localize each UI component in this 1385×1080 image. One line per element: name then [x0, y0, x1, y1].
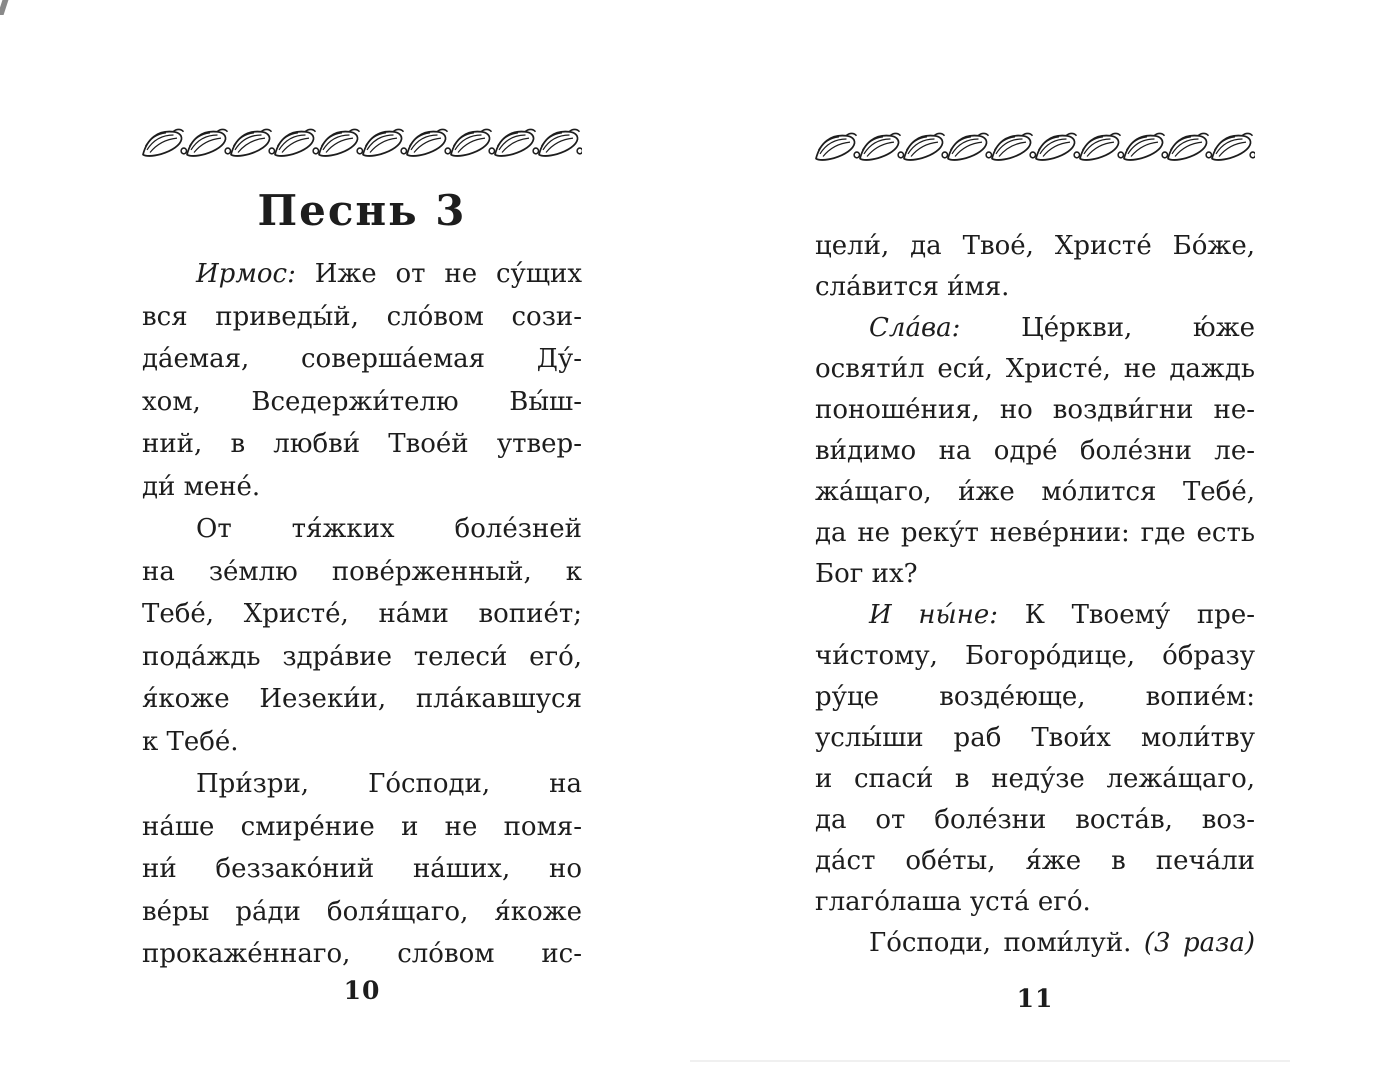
page-left	[142, 0, 582, 1080]
text-line	[815, 554, 1255, 595]
text-segment: вся приведы́й, сло́вом сози-	[142, 301, 582, 332]
text-segment: хом, Вседержи́телю Вы́ш-	[142, 386, 582, 417]
text-segment: на́ше смире́ние и не помя-	[142, 811, 582, 842]
text-line	[815, 882, 1255, 923]
text-line	[815, 431, 1255, 472]
text-segment: Це́ркви, ю́же	[960, 313, 1255, 343]
text-segment: К Твоему́ пре-	[997, 600, 1255, 630]
text-line	[142, 678, 582, 721]
text-line	[815, 759, 1255, 800]
text-line	[815, 841, 1255, 882]
text-line	[142, 423, 582, 466]
text-segment: на зе́млю пове́рженный, к	[142, 556, 582, 587]
text-line	[815, 677, 1255, 718]
text-line	[815, 472, 1255, 513]
text-segment: к Тебе́.	[142, 726, 239, 757]
text-line	[815, 800, 1255, 841]
text-segment: да не реку́т неве́рнии: где есть	[815, 518, 1255, 548]
text-segment: да от боле́зни воста́в, воз-	[815, 805, 1255, 835]
text-line	[142, 593, 582, 636]
text-line	[815, 513, 1255, 554]
leaf-vine-ornament-icon	[142, 127, 582, 161]
text-line	[142, 848, 582, 891]
ornament-border	[815, 131, 1255, 165]
text-line	[142, 891, 582, 934]
text-segment: ру́це возде́юще, вопие́м:	[815, 682, 1255, 712]
italic-text-segment: (3 раза)	[1143, 928, 1255, 958]
leaf-vine-ornament-icon	[815, 131, 1255, 165]
text-line	[815, 349, 1255, 390]
text-line	[142, 338, 582, 381]
text-segment: Тебе́, Христе́, на́ми вопие́т;	[142, 599, 582, 629]
text-line	[815, 390, 1255, 431]
text-line	[142, 763, 582, 806]
text-segment: Бог их?	[815, 559, 918, 589]
text-line	[142, 466, 582, 509]
text-segment: ви́димо на одре́ боле́зни ле-	[815, 436, 1255, 466]
text-segment: поноше́ния, но воздви́гни не-	[815, 395, 1255, 425]
text-segment: да́ст обе́ты, я́же в печа́ли	[815, 846, 1255, 876]
text-segment: и спаси́ в неду́зе лежа́щаго,	[815, 764, 1255, 794]
italic-text-segment: Ирмос:	[196, 259, 296, 289]
text-line	[142, 636, 582, 679]
text-line	[142, 551, 582, 594]
text-line	[142, 381, 582, 424]
scan-corner-artifact	[0, 0, 8, 15]
page-body	[815, 226, 1255, 964]
text-segment: сла́вится и́мя.	[815, 272, 1010, 302]
text-segment: да́емая, соверша́емая Ду́-	[142, 344, 582, 374]
text-segment: цели́, да Твое́, Христе́ Бо́же,	[815, 231, 1255, 261]
text-segment: При́зри, Го́споди, на	[196, 769, 582, 799]
text-line	[815, 308, 1255, 349]
ornament-border	[142, 127, 582, 161]
text-segment: ве́ры ра́ди боля́щаго, я́коже	[142, 896, 582, 927]
text-line	[142, 508, 582, 551]
text-line	[815, 595, 1255, 636]
text-line	[142, 296, 582, 339]
page-number: 10	[343, 976, 381, 1005]
scan-artifact-line	[690, 1060, 1290, 1062]
italic-text-segment: Сла́ва:	[869, 313, 961, 343]
text-line	[142, 721, 582, 764]
page-number: 11	[1016, 984, 1054, 1013]
text-segment: прокаже́ннаго, сло́вом ис-	[142, 939, 582, 969]
text-segment: Го́споди, поми́луй.	[869, 928, 1144, 958]
text-line	[815, 923, 1255, 964]
text-line	[815, 718, 1255, 759]
text-segment: я́коже Иезеки́и, пла́кавшуся	[142, 684, 582, 714]
text-segment: От тя́жких боле́зней	[196, 514, 582, 544]
text-segment: ни́ беззако́ний на́ших, но	[142, 854, 582, 884]
text-line	[815, 226, 1255, 267]
text-line	[815, 267, 1255, 308]
text-line	[142, 253, 582, 296]
text-segment: жа́щаго, и́же мо́лится Тебе́,	[815, 477, 1255, 507]
text-segment: пода́ждь здра́вие телеси́ его́,	[142, 641, 582, 672]
text-line	[142, 933, 582, 976]
text-segment: ний, в любви́ Твое́й утвер-	[142, 429, 582, 459]
italic-text-segment: И ны́не:	[869, 600, 998, 630]
text-segment: освяти́л еси́, Христе́, не даждь	[815, 354, 1255, 384]
text-line	[815, 636, 1255, 677]
page-body	[142, 253, 582, 976]
text-segment: ди́ мене́.	[142, 471, 261, 502]
chapter-heading: Песнь 3	[257, 186, 467, 235]
page-right	[815, 0, 1255, 1080]
text-segment: глаго́лаша уста́ его́.	[815, 887, 1091, 917]
text-segment: услы́ши раб Твои́х моли́тву	[815, 723, 1255, 753]
text-line	[142, 806, 582, 849]
text-segment: чи́стому, Богоро́дице, о́бразу	[815, 641, 1255, 671]
text-segment: Иже от не су́щих	[295, 259, 582, 289]
